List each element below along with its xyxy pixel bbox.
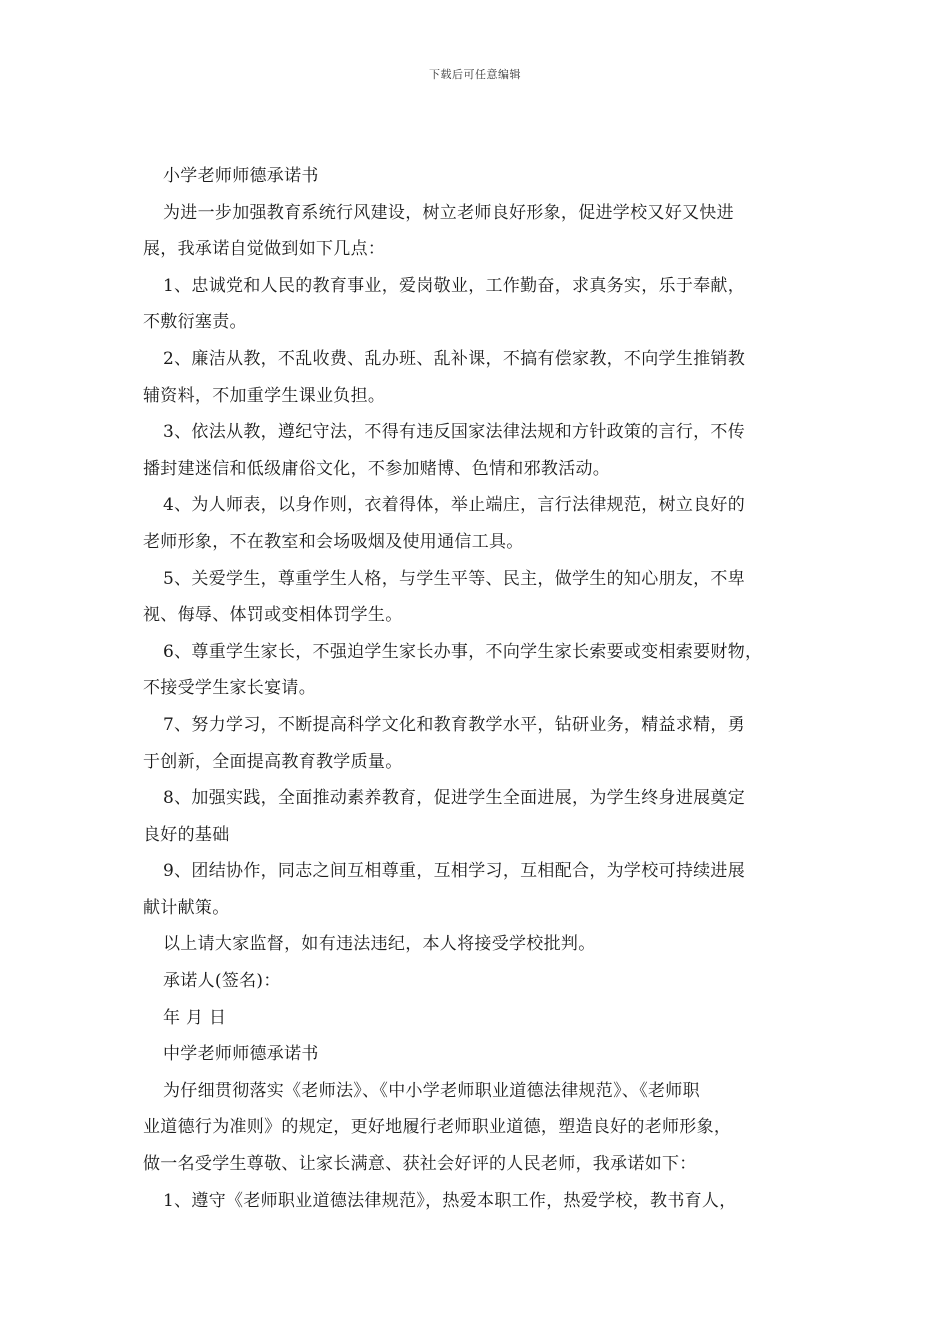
document-line: 承诺人(签名)： bbox=[163, 971, 281, 992]
document-line: 良好的基础 bbox=[143, 824, 230, 845]
document-line: 献计献策。 bbox=[143, 897, 230, 918]
document-line: 6、尊重学生家长，不强迫学生家长办事，不向学生家长索要或变相索要财物， bbox=[163, 641, 763, 662]
document-line: 5、关爱学生，尊重学生人格，与学生平等、民主，做学生的知心朋友，不卑 bbox=[163, 568, 746, 589]
document-line: 7、努力学习，不断提高科学文化和教育教学水平，钻研业务，精益求精，勇 bbox=[163, 714, 746, 735]
document-line: 辅资料，不加重学生课业负担。 bbox=[143, 385, 386, 406]
document-line: 展，我承诺自觉做到如下几点： bbox=[143, 239, 386, 260]
document-line: 为仔细贯彻落实《老师法》、《中小学老师职业道德法律规范》、《老师职 bbox=[163, 1080, 700, 1101]
document-line: 年 月 日 bbox=[163, 1007, 227, 1028]
document-line: 业道德行为准则》的规定，更好地履行老师职业道德，塑造良好的老师形象， bbox=[143, 1117, 732, 1138]
document-line: 小学老师师德承诺书 bbox=[163, 166, 319, 186]
document-line: 中学老师师德承诺书 bbox=[163, 1044, 319, 1065]
document-line: 视、侮辱、体罚或变相体罚学生。 bbox=[143, 605, 403, 626]
document-line: 1、忠诚党和人民的教育事业，爱岗敬业，工作勤奋，求真务实，乐于奉献， bbox=[163, 275, 746, 296]
document-line: 3、依法从教，遵纪守法，不得有违反国家法律法规和方针政策的言行，不传 bbox=[163, 422, 746, 443]
document-line: 做一名受学生尊敬、让家长满意、获社会好评的人民老师，我承诺如下： bbox=[143, 1154, 697, 1175]
document-line: 为进一步加强教育系统行风建设，树立老师良好形象，促进学校又好又快进 bbox=[163, 202, 734, 223]
document-line: 不敷衍塞责。 bbox=[143, 312, 247, 333]
document-line: 4、为人师表，以身作则，衣着得体，举止端庄，言行法律规范，树立良好的 bbox=[163, 495, 746, 516]
document-line: 9、团结协作，同志之间互相尊重，互相学习，互相配合，为学校可持续进展 bbox=[163, 861, 746, 882]
document-line: 2、廉洁从教，不乱收费、乱办班、乱补课，不搞有偿家教，不向学生推销教 bbox=[163, 348, 746, 369]
document-line: 8、加强实践，全面推动素养教育，促进学生全面进展，为学生终身进展奠定 bbox=[163, 788, 746, 809]
document-line: 于创新，全面提高教育教学质量。 bbox=[143, 751, 403, 772]
document-line: 播封建迷信和低级庸俗文化，不参加赌博、色情和邪教活动。 bbox=[143, 458, 611, 479]
document-line: 老师形象，不在教室和会场吸烟及使用通信工具。 bbox=[143, 531, 524, 552]
document-line: 1、遵守《老师职业道德法律规范》，热爱本职工作，热爱学校，教书育人， bbox=[163, 1190, 737, 1211]
document-line: 不接受学生家长宴请。 bbox=[143, 678, 316, 699]
page-header-note: 下载后可任意编辑 bbox=[429, 68, 521, 81]
document-body bbox=[143, 158, 823, 1219]
document-line: 以上请大家监督，如有违法违纪，本人将接受学校批判。 bbox=[163, 934, 596, 955]
